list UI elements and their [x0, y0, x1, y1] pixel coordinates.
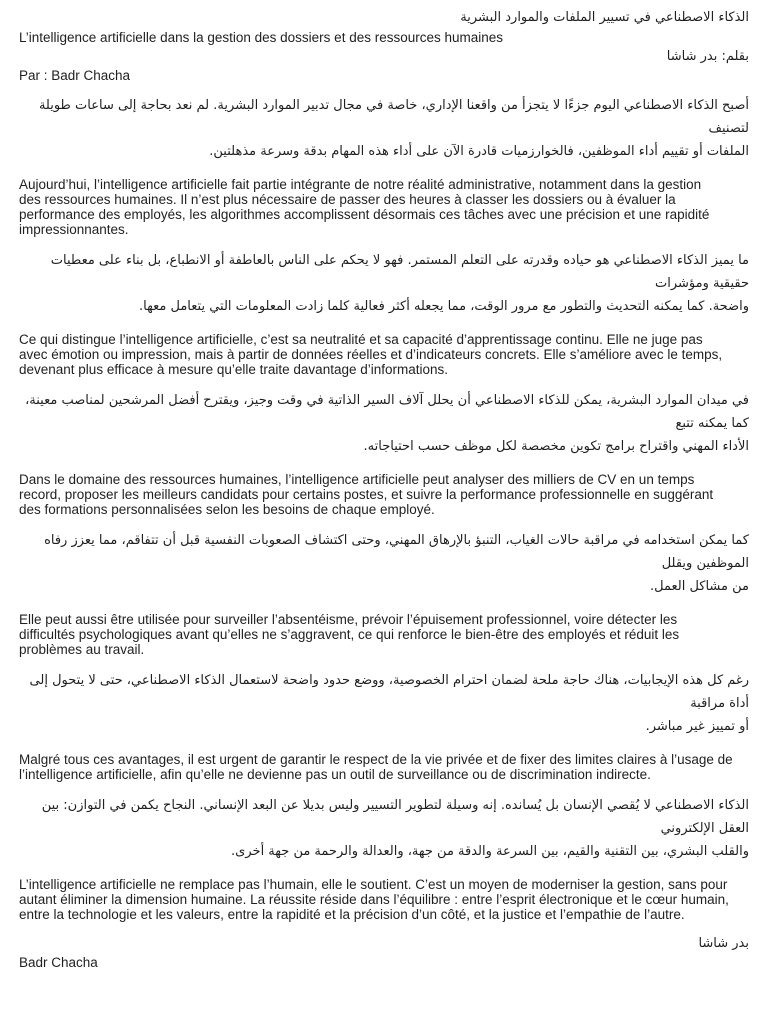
french-line: Ce qui distingue l’intelligence artificielle, c’est sa neutralité et sa capacité d’apprentissage continu. Elle ne juge pas: [19, 332, 703, 347]
french-paragraph: [19, 877, 749, 922]
arabic-line: كما يمكن استخدامه في مراقبة حالات الغياب، التنبؤ بالإرهاق المهني، وحتى اكتشاف الصعوبات النفسية قبل أن تتفاقم، مما يعزز رفاه الموظفين ويقلل: [44, 533, 749, 571]
arabic-paragraph: [19, 94, 749, 163]
french-paragraph: [19, 752, 749, 782]
arabic-paragraph: [19, 794, 749, 863]
article-body: [19, 94, 749, 922]
arabic-paragraph: [19, 529, 749, 598]
arabic-paragraph: [19, 389, 749, 458]
french-line: problèmes au travail.: [19, 642, 145, 657]
arabic-line: أو تمييز غير مباشر.: [645, 719, 749, 734]
french-line: performance des employés, les algorithmes accomplissent désormais ces tâches avec une précision et une rapidité: [19, 207, 710, 222]
french-paragraph: [19, 332, 749, 377]
french-line: record, proposer les meilleurs candidats pour certains postes, et suivre la performance professionnelle en suggérant: [19, 487, 714, 502]
section-5: [19, 669, 749, 782]
signature-french: Badr Chacha: [19, 955, 98, 970]
french-paragraph: [19, 177, 749, 237]
arabic-paragraph: [19, 669, 749, 738]
french-paragraph: [19, 472, 749, 517]
title-arabic: الذكاء الاصطناعي في تسيير الملفات والموارد البشرية: [460, 10, 749, 25]
title-french: L’intelligence artificielle dans la gestion des dossiers et des ressources humaines: [19, 30, 504, 45]
arabic-line: والقلب البشري، بين التقنية والقيم، بين السرعة والدقة من جهة، والعدالة والرحمة من جهة أخرى.: [231, 844, 749, 859]
byline-french: Par : Badr Chacha: [19, 68, 131, 83]
french-line: Dans le domaine des ressources humaines, l’intelligence artificielle peut analyser des milliers de CV en un temps: [19, 472, 695, 487]
section-6: [19, 794, 749, 922]
french-line: L’intelligence artificielle ne remplace pas l’humain, elle le soutient. C’est un moyen de moderniser la gestion, sans pour: [19, 877, 728, 892]
french-line: entre la technologie et les valeurs, entre la rapidité et la précision d’un côté, et la justice et l’empathie de l’autre.: [19, 907, 685, 922]
arabic-line: أصبح الذكاء الاصطناعي اليوم جزءًا لا يتجزأ من واقعنا الإداري، خاصة في مجال تدبير الموارد البشرية. لم نعد بحاجة إلى ساعات طويلة لتصنيف: [38, 98, 749, 136]
signature-arabic: بدر شاشا: [698, 936, 749, 951]
byline-arabic: بقلم: بدر شاشا: [666, 49, 749, 64]
french-paragraph: [19, 612, 749, 657]
french-line: des ressources humaines. Il n’est plus nécessaire de passer des heures à classer les dossiers ou à évaluer la: [19, 192, 676, 207]
section-3: [19, 389, 749, 517]
french-line: Aujourd’hui, l’intelligence artificielle fait partie intégrante de notre réalité administrative, notamment dans la gestion: [19, 177, 702, 192]
section-1: [19, 94, 749, 237]
arabic-paragraph: [19, 249, 749, 318]
arabic-line: الذكاء الاصطناعي لا يُقصي الإنسان بل يُسانده. إنه وسيلة لتطوير التسيير وليس بديلا عن البعد الإنساني. النجاح يكمن في التوازن: بين العقل الإلكتروني: [41, 798, 749, 836]
french-line: impressionnantes.: [19, 222, 129, 237]
french-line: l’intelligence artificielle, afin qu’elle ne devienne pas un outil de surveillance ou de discrimination indirecte.: [19, 767, 651, 782]
french-line: devenant plus efficace à mesure qu’elle traite davantage d’informations.: [19, 362, 449, 377]
french-line: Malgré tous ces avantages, il est urgent de garantir le respect de la vie privée et de fixer des limites claires à l’usage de: [19, 752, 733, 767]
arabic-line: واضحة. كما يمكنه التحديث والتطور مع مرور الوقت، مما يجعله أكثر فعالية كلما زادت المعلومات التي يتعامل معها.: [139, 299, 749, 314]
signature-block: [19, 934, 749, 972]
arabic-line: من مشاكل العمل.: [649, 579, 749, 594]
french-line: avec émotion ou impression, mais à partir de données réelles et d’indicateurs concrets. Elle s’améliore avec le temps,: [19, 347, 723, 362]
arabic-line: الأداء المهني واقتراح برامج تكوين مخصصة لكل موظف حسب احتياجاته.: [363, 439, 749, 454]
section-2: [19, 249, 749, 377]
arabic-line: رغم كل هذه الإيجابيات، هناك حاجة ملحة لضمان احترام الخصوصية، ووضع حدود واضحة لاستعمال الذكاء الاصطناعي، حتى لا يتحول إلى أداة مراقبة: [29, 673, 749, 711]
french-line: des formations personnalisées selon les besoins de chaque employé.: [19, 502, 435, 517]
arabic-line: ما يميز الذكاء الاصطناعي هو حياده وقدرته على التعلم المستمر. فهو لا يحكم على الناس بالعاطفة أو الانطباع، بل بناء على معطيات حقيقية ومؤشرات: [50, 253, 749, 291]
section-4: [19, 529, 749, 657]
document-header: [19, 8, 749, 85]
french-line: Elle peut aussi être utilisée pour surveiller l’absentéisme, prévoir l’épuisement professionnel, voire détecter les: [19, 612, 678, 627]
french-line: difficultés psychologiques avant qu’elles ne s’aggravent, ce qui renforce le bien-être des employés et réduit les: [19, 627, 680, 642]
arabic-line: في ميدان الموارد البشرية، يمكن للذكاء الاصطناعي أن يحلل آلاف السير الذاتية في وقت وجيز، ويقترح أفضل المرشحين لمناصب معينة، كما يمكنه تتبع: [25, 393, 749, 431]
french-line: autant éliminer la dimension humaine. La réussite réside dans l’équilibre : entre l’esprit électronique et le cœur humain,: [19, 892, 729, 907]
arabic-line: الملفات أو تقييم أداء الموظفين، فالخوارزميات قادرة الآن على أداء هذه المهام بدقة وسرعة مذهلتين.: [209, 144, 749, 159]
